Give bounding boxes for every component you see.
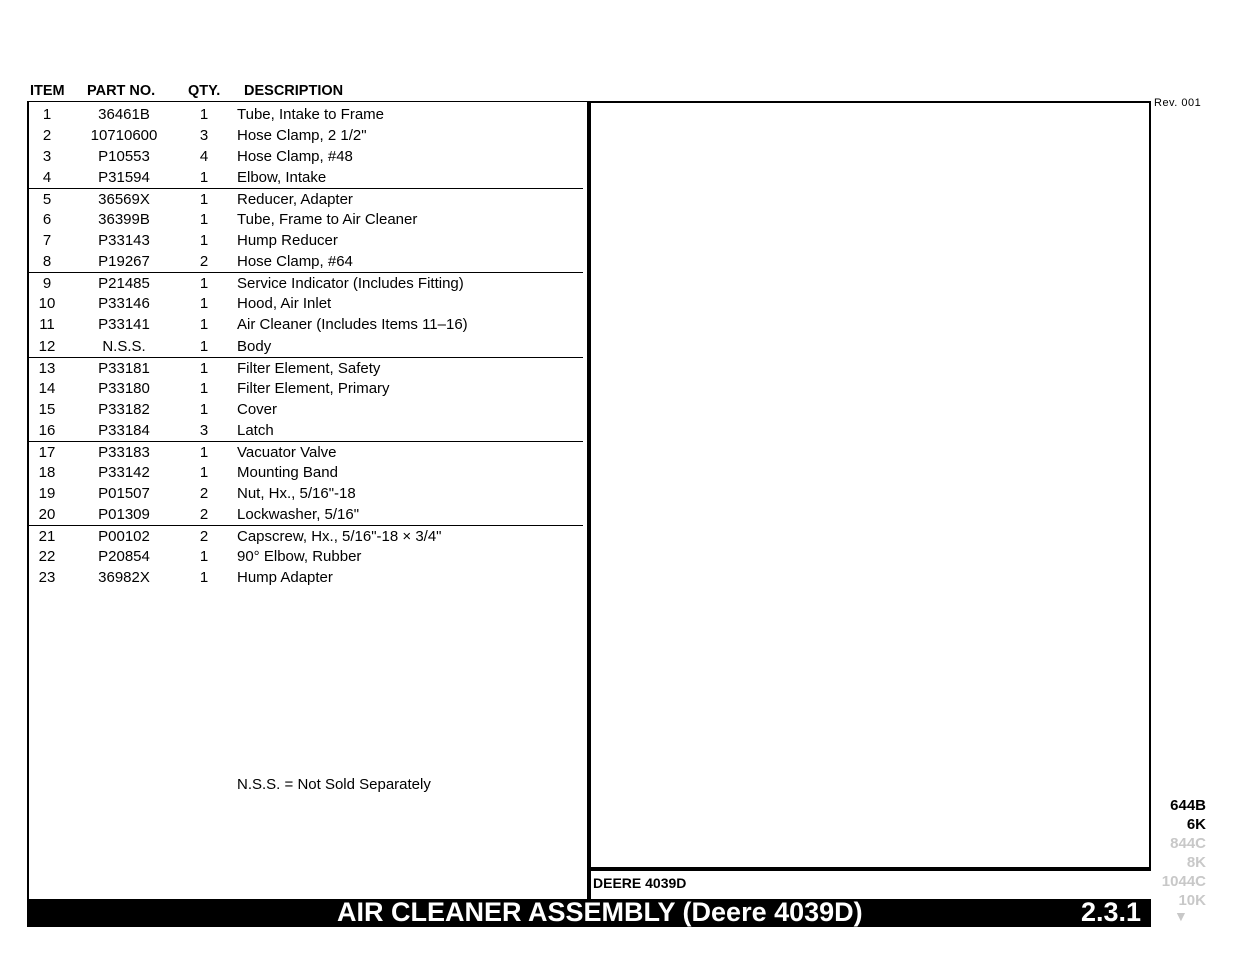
parts-row [29,272,583,293]
item-number: 15 [38,400,56,418]
description: Hump Adapter [237,569,333,587]
description: Hose Clamp, 2 1/2" [237,127,367,145]
description: 90° Elbow, Rubber [237,547,362,565]
model-link-1044c[interactable]: 1044C [1161,873,1206,890]
parts-row [29,567,583,588]
description: Hose Clamp, #48 [237,148,353,166]
revision-label: Rev. 001 [1154,97,1202,109]
description: Tube, Intake to Frame [237,106,385,123]
description: Mounting Band [237,463,338,481]
quantity: 1 [199,379,209,397]
parts-row [29,525,583,546]
column-header-part-no: PART NO. [87,83,156,99]
item-number: 12 [38,337,56,355]
parts-row [29,104,583,125]
illustration-bottom-border [587,867,1151,871]
part-number: P19267 [98,253,150,271]
parts-row [29,441,583,462]
model-link-844c[interactable]: 844C [1170,835,1206,852]
section-number: 2.3.1 [1080,897,1141,927]
description: Hose Clamp, #64 [237,253,353,271]
model-link-10k[interactable]: 10K [1178,892,1206,909]
model-link-644b[interactable]: 644B [1170,797,1206,814]
quantity: 4 [199,148,209,166]
item-number: 1 [42,106,52,123]
parts-row [29,188,583,209]
part-number: P01309 [98,505,150,523]
description: Hump Reducer [237,232,338,250]
quantity: 1 [199,443,209,461]
description: Filter Element, Primary [237,379,390,397]
item-number: 5 [42,191,52,209]
quantity: 1 [199,106,209,123]
description: Reducer, Adapter [237,191,353,209]
item-number: 8 [42,253,52,271]
item-number: 19 [38,484,56,502]
item-number: 6 [42,211,52,229]
part-number: N.S.S. [102,337,146,355]
parts-row [29,230,583,251]
parts-row [29,336,583,357]
parts-row [29,125,583,146]
parts-row [29,314,583,335]
description: Body [237,337,272,355]
item-number: 20 [38,505,56,523]
part-number: P33143 [98,232,150,250]
part-number: P33183 [98,443,150,461]
parts-row [29,357,583,378]
quantity: 2 [199,253,209,271]
parts-row [29,399,583,420]
parts-row [29,420,583,441]
quantity: 1 [199,295,209,313]
part-number: P10553 [98,148,150,166]
page-title: AIR CLEANER ASSEMBLY (Deere 4039D) [337,897,863,927]
description: Lockwasher, 5/16" [237,505,360,523]
parts-row [29,378,583,399]
quantity: 1 [199,359,209,377]
description: Hood, Air Inlet [237,295,332,313]
part-number: 36982X [98,569,150,587]
model-link-6k[interactable]: 6K [1186,816,1206,833]
model-link-8k[interactable]: 8K [1186,854,1206,871]
part-number: 10710600 [90,127,158,145]
column-header-item: ITEM [30,83,65,99]
item-number: 14 [38,379,56,397]
item-number: 3 [42,148,52,166]
parts-row [29,293,583,314]
description: Cover [237,400,278,418]
quantity: 1 [199,232,209,250]
description: Vacuator Valve [237,443,337,461]
column-header-description: DESCRIPTION [244,83,344,99]
item-number: 18 [38,463,56,481]
part-number: P21485 [98,275,150,293]
item-number: 17 [38,443,56,461]
panel-divider [587,101,591,899]
description: Service Indicator (Includes Fitting) [237,275,464,293]
quantity: 2 [199,505,209,523]
part-number: P00102 [98,527,150,545]
quantity: 1 [199,400,209,418]
parts-row [29,251,583,272]
description: Capscrew, Hx., 5/16"-18 × 3/4" [237,527,442,545]
quantity: 2 [199,527,209,545]
part-number: P33142 [98,463,150,481]
quantity: 1 [199,316,209,334]
part-number: P20854 [98,547,150,565]
part-number: P01507 [98,484,150,502]
quantity: 1 [199,547,209,565]
illustration-top-border [587,101,1151,103]
quantity: 1 [199,169,209,187]
column-header-qty: QTY. [188,83,221,99]
item-number: 7 [42,232,52,250]
parts-row [29,462,583,483]
description: Elbow, Intake [237,169,327,187]
item-number: 9 [42,275,52,293]
quantity: 1 [199,569,209,587]
nss-note: N.S.S. = Not Sold Separately [237,776,431,793]
part-number: P33180 [98,379,150,397]
parts-row [29,209,583,230]
description: Tube, Frame to Air Cleaner [237,211,418,229]
quantity: 1 [199,275,209,293]
item-number: 16 [38,421,56,439]
quantity: 1 [199,191,209,209]
title-bar [27,899,1151,927]
description: Filter Element, Safety [237,359,381,377]
description: Latch [237,421,274,439]
item-number: 21 [38,527,56,545]
quantity: 1 [199,337,209,355]
parts-list-top-rule [27,101,589,102]
item-number: 11 [39,316,55,334]
illustration-right-border [1149,101,1151,871]
part-number: 36569X [98,191,150,209]
quantity: 1 [199,463,209,481]
part-number: P33182 [98,400,150,418]
item-number: 13 [38,359,56,377]
quantity: 1 [199,211,209,229]
part-number: P33181 [98,359,150,377]
description: Air Cleaner (Includes Items 11–16) [237,316,468,334]
item-number: 10 [38,295,56,313]
parts-row [29,546,583,567]
next-page-arrow-icon[interactable]: ▼ [1174,908,1188,924]
part-number: P33184 [98,421,150,439]
parts-list [29,104,583,588]
parts-row [29,504,583,525]
part-number: 36399B [98,211,150,229]
parts-row [29,483,583,504]
part-number: 36461B [98,106,150,123]
part-number: P33146 [98,295,150,313]
parts-row [29,167,583,188]
item-number: 4 [42,169,52,187]
quantity: 3 [199,127,209,145]
quantity: 2 [199,484,209,502]
description: Nut, Hx., 5/16"-18 [237,484,356,502]
quantity: 3 [199,421,209,439]
engine-label: DEERE 4039D [593,875,687,891]
item-number: 23 [38,569,56,587]
model-list [1150,796,1206,910]
item-number: 22 [38,547,56,565]
part-number: P31594 [98,169,150,187]
item-number: 2 [42,127,52,145]
parts-row [29,146,583,167]
part-number: P33141 [98,316,150,334]
